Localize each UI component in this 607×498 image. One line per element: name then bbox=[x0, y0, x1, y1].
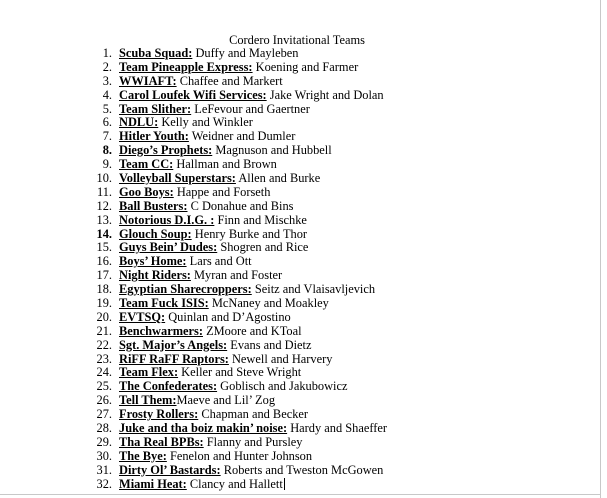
text-cursor bbox=[284, 478, 285, 490]
team-name: Tell Them: bbox=[119, 393, 177, 408]
team-number: 21. bbox=[96, 323, 112, 338]
team-name: Miami Heat: bbox=[119, 476, 187, 491]
team-number: 28. bbox=[96, 421, 112, 436]
team-name: Team Slither: bbox=[119, 101, 192, 116]
team-entry[interactable] bbox=[119, 339, 311, 353]
team-name: Benchwarmers: bbox=[119, 323, 203, 338]
team-entry[interactable] bbox=[119, 228, 307, 242]
team-entry[interactable] bbox=[119, 130, 295, 144]
page-bottom-edge bbox=[0, 494, 600, 495]
team-entry[interactable] bbox=[119, 241, 308, 255]
team-members: Hallman and Brown bbox=[173, 157, 277, 172]
team-members: McNaney and Moakley bbox=[208, 296, 329, 311]
team-entry[interactable] bbox=[119, 450, 312, 464]
team-members: LeFevour and Gaertner bbox=[191, 101, 310, 116]
team-entry[interactable] bbox=[119, 380, 348, 394]
team-name: Night Riders: bbox=[119, 268, 191, 283]
team-number: 9. bbox=[102, 157, 112, 172]
team-number: 29. bbox=[96, 434, 112, 449]
team-name: Scuba Squad: bbox=[119, 46, 193, 60]
team-members: Kelly and Winkler bbox=[158, 115, 253, 130]
team-entry[interactable] bbox=[119, 297, 329, 311]
team-members: Henry Burke and Thor bbox=[191, 226, 308, 241]
team-name: NDLU: bbox=[119, 115, 159, 130]
team-number: 15. bbox=[96, 240, 112, 255]
team-number: 22. bbox=[96, 337, 112, 352]
team-members: Roberts and Tweston McGowen bbox=[220, 462, 384, 477]
team-number: 14. bbox=[96, 226, 112, 241]
team-number: 10. bbox=[96, 171, 112, 186]
team-entry[interactable] bbox=[119, 353, 332, 367]
team-name: RiFF RaFF Raptors: bbox=[119, 351, 229, 366]
team-name: EVTSQ: bbox=[119, 309, 166, 324]
team-number: 17. bbox=[96, 268, 112, 283]
team-number: 3. bbox=[102, 73, 112, 88]
team-members: Weidner and Dumler bbox=[188, 129, 296, 144]
team-name: Team Pineapple Express: bbox=[119, 59, 253, 74]
team-entry[interactable] bbox=[119, 47, 298, 61]
team-name: Sgt. Major’s Angels: bbox=[119, 337, 228, 352]
team-members: Chapman and Becker bbox=[198, 407, 309, 422]
team-name: Glouch Soup: bbox=[119, 226, 192, 241]
team-members: Duffy and Mayleben bbox=[192, 46, 299, 60]
team-members: Jake Wright and Dolan bbox=[266, 87, 384, 102]
team-members: Fenelon and Hunter Johnson bbox=[166, 448, 313, 463]
team-number: 16. bbox=[96, 254, 112, 269]
team-entry[interactable] bbox=[119, 436, 302, 450]
team-members: Finn and Mischke bbox=[214, 212, 307, 227]
team-entry[interactable] bbox=[119, 478, 285, 492]
team-name: Goo Boys: bbox=[119, 184, 174, 199]
team-name: The Bye: bbox=[119, 448, 167, 463]
team-entry[interactable] bbox=[119, 269, 282, 283]
team-entry[interactable] bbox=[119, 283, 375, 297]
team-name: Team Fuck ISIS: bbox=[119, 296, 209, 311]
team-members: Lars and Ott bbox=[186, 254, 252, 269]
team-members: Allen and Burke bbox=[235, 171, 321, 186]
team-entry[interactable] bbox=[119, 255, 252, 269]
team-entry[interactable] bbox=[119, 464, 383, 478]
team-name: Juke and tha boiz makin’ noise: bbox=[119, 421, 288, 436]
team-name: Boys’ Home: bbox=[119, 254, 187, 269]
team-name: Guys Bein’ Dudes: bbox=[119, 240, 218, 255]
team-name: Diego’s Prophets: bbox=[119, 143, 213, 158]
team-name: Egyptian Sharecroppers: bbox=[119, 282, 252, 297]
team-number: 7. bbox=[102, 129, 112, 144]
team-name: Dirty Ol’ Bastards: bbox=[119, 462, 221, 477]
team-entry[interactable] bbox=[119, 394, 275, 408]
team-entry[interactable] bbox=[119, 408, 308, 422]
team-members: Happe and Forseth bbox=[173, 184, 271, 199]
team-entry[interactable] bbox=[119, 422, 387, 436]
team-number: 1. bbox=[102, 46, 112, 60]
team-members: Keller and Steve Wright bbox=[178, 365, 302, 380]
team-entry[interactable] bbox=[119, 89, 384, 103]
team-members: Myran and Foster bbox=[190, 268, 283, 283]
team-members: Flanny and Pursley bbox=[203, 434, 303, 449]
team-name: WWIAFT: bbox=[119, 73, 177, 88]
team-members: Newell and Harvery bbox=[228, 351, 333, 366]
team-members: Quinlan and D’Agostino bbox=[165, 309, 291, 324]
team-members: Maeve and Lil’ Zog bbox=[176, 393, 276, 408]
team-number: 20. bbox=[96, 309, 112, 324]
team-members: Shogren and Rice bbox=[217, 240, 309, 255]
team-members: Evans and Dietz bbox=[227, 337, 312, 352]
team-number: 8. bbox=[102, 143, 112, 158]
team-number: 19. bbox=[96, 296, 112, 311]
team-members: Seitz and Vlaisavljevich bbox=[251, 282, 376, 297]
team-entry[interactable] bbox=[119, 75, 283, 89]
team-members: Koening and Farmer bbox=[252, 59, 359, 74]
team-number: 30. bbox=[96, 448, 112, 463]
team-name: Hitler Youth: bbox=[119, 129, 189, 144]
team-number: 4. bbox=[102, 87, 112, 102]
team-members: Goblisch and Jakubowicz bbox=[217, 379, 348, 394]
team-name: Tha Real BPBs: bbox=[119, 434, 204, 449]
team-number: 24. bbox=[96, 365, 112, 380]
team-number: 32. bbox=[96, 476, 112, 491]
team-entry[interactable] bbox=[119, 325, 302, 339]
team-members: ZMoore and KToal bbox=[202, 323, 302, 338]
team-number: 13. bbox=[96, 212, 112, 227]
team-entry[interactable] bbox=[119, 61, 358, 75]
team-members: Magnuson and Hubbell bbox=[212, 143, 332, 158]
team-entry[interactable] bbox=[119, 103, 310, 117]
team-name: Team CC: bbox=[119, 157, 174, 172]
team-entry[interactable] bbox=[119, 158, 277, 172]
team-number: 27. bbox=[96, 407, 112, 422]
team-entry[interactable] bbox=[119, 186, 270, 200]
team-name: The Confederates: bbox=[119, 379, 218, 394]
team-members: Clancy and Hallett bbox=[186, 476, 283, 491]
team-number: 5. bbox=[102, 101, 112, 116]
team-entry[interactable] bbox=[119, 172, 320, 186]
team-name: Notorious D.I.G. : bbox=[119, 212, 215, 227]
team-members: Chaffee and Markert bbox=[176, 73, 283, 88]
team-name: Team Flex: bbox=[119, 365, 179, 380]
team-name: Carol Loufek Wifi Services: bbox=[119, 87, 267, 102]
team-name: Frosty Rollers: bbox=[119, 407, 199, 422]
document-title: Cordero Invitational Teams bbox=[229, 33, 365, 47]
team-number: 23. bbox=[96, 351, 112, 366]
team-entry[interactable] bbox=[119, 200, 294, 214]
team-number: 25. bbox=[96, 379, 112, 394]
team-entry[interactable] bbox=[119, 116, 253, 130]
team-number: 18. bbox=[96, 282, 112, 297]
page-right-edge bbox=[600, 0, 601, 498]
team-members: C Donahue and Bins bbox=[187, 198, 294, 213]
team-number: 26. bbox=[96, 393, 112, 408]
team-entry[interactable] bbox=[119, 366, 301, 380]
team-number: 31. bbox=[96, 462, 112, 477]
team-number: 6. bbox=[102, 115, 112, 130]
team-number: 2. bbox=[102, 59, 112, 74]
team-number: 11. bbox=[96, 184, 112, 199]
team-entry[interactable] bbox=[119, 214, 307, 228]
team-entry[interactable] bbox=[119, 144, 332, 158]
team-number: 12. bbox=[96, 198, 112, 213]
team-entry[interactable] bbox=[119, 311, 291, 325]
team-name: Ball Busters: bbox=[119, 198, 188, 213]
team-members: Hardy and Shaeffer bbox=[287, 421, 387, 436]
team-name: Volleyball Superstars: bbox=[119, 171, 236, 186]
